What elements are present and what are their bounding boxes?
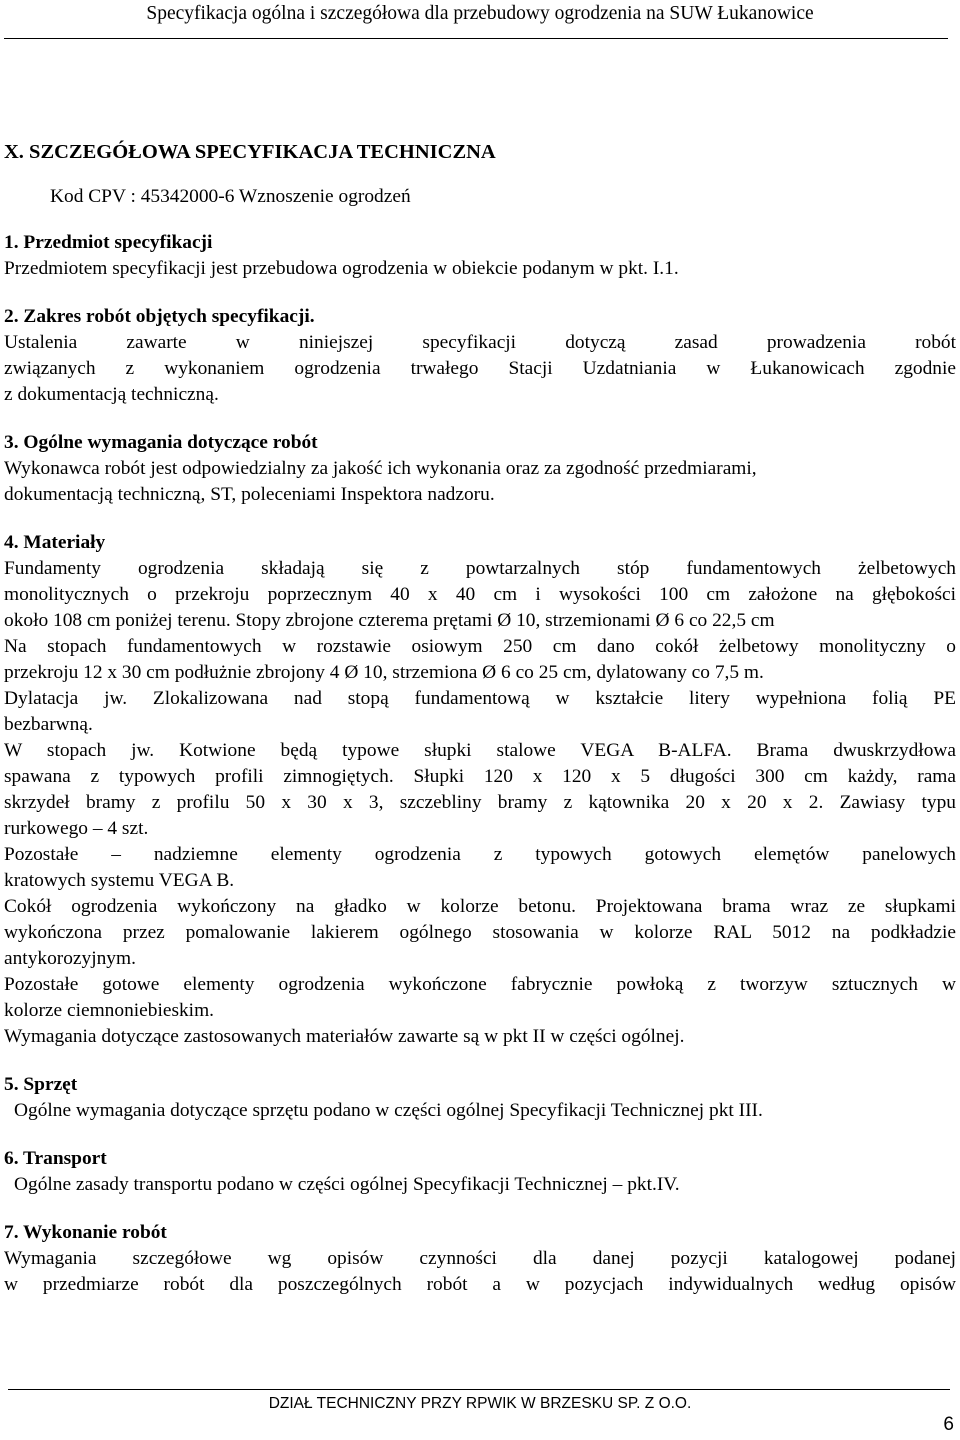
section-4-line: Na stopach fundamentowych w rozstawie osiowym 250 cm dano cokół żelbetowy monolityczny o	[4, 636, 956, 657]
section-4-heading: 4. Materiały	[4, 532, 106, 553]
section-3-line: Wykonawca robót jest odpowiedzialny za jakość ich wykonania oraz za zgodność przedmiarami,	[4, 458, 757, 479]
section-4-line: przekroju 12 x 30 cm podłużnie zbrojony 4 Ø 10, strzemiona Ø 6 co 25 cm, dylatowany co 7,5 m.	[4, 662, 764, 683]
section-4-line: Cokół ogrodzenia wykończony na gładko w kolorze betonu. Projektowana brama wraz ze słupkami	[4, 896, 956, 917]
section-4-line: około 108 cm poniżej terenu. Stopy zbrojone czterema prętami Ø 10, strzemionami Ø 6 co 22,5 cm	[4, 610, 775, 631]
section-4-line: kratowych systemu VEGA B.	[4, 870, 235, 891]
section-1-heading: 1. Przedmiot specyfikacji	[4, 232, 213, 253]
section-4-line: kolorze ciemnoniebieskim.	[4, 1000, 215, 1021]
section-2-line: Ustalenia zawarte w niniejszej specyfikacji dotyczą zasad prowadzenia robót	[4, 332, 956, 353]
section-3	[4, 430, 956, 508]
section-5	[4, 1072, 956, 1124]
section-3-line: dokumentacją techniczną, ST, poleceniami Inspektora nadzoru.	[4, 484, 495, 505]
section-5-text: Ogólne wymagania dotyczące sprzętu podano w części ogólnej Specyfikacji Technicznej pkt III.	[14, 1100, 763, 1121]
section-4-line: Dylatacja jw. Zlokalizowana nad stopą fundamentową w kształcie litery wypełniona folią PE	[4, 688, 956, 709]
section-7-heading: 7. Wykonanie robót	[4, 1222, 167, 1243]
page-footer: DZIAŁ TECHNICZNY PRZY RPWIK W BRZESKU SP. Z O.O.	[268, 1395, 692, 1412]
document-body	[4, 138, 956, 1298]
section-1-text: Przedmiotem specyfikacji jest przebudowa ogrodzenia w obiekcie podanym w pkt. I.1.	[4, 258, 679, 279]
footer-rule	[8, 1389, 950, 1390]
section-5-heading: 5. Sprzęt	[4, 1074, 78, 1095]
section-4-line: Pozostałe gotowe elementy ogrodzenia wykończone fabrycznie powłoką z tworzyw sztucznych w	[4, 974, 956, 995]
section-6-text: Ogólne zasady transportu podano w części ogólnej Specyfikacji Technicznej – pkt.IV.	[14, 1174, 680, 1195]
cpv-code: Kod CPV : 45342000-6 Wznoszenie ogrodzeń	[50, 186, 411, 207]
section-2-line: związanych z wykonaniem ogrodzenia trwałego Stacji Uzdatniania w Łukanowicach zgodnie	[4, 358, 956, 379]
section-2	[4, 304, 956, 408]
section-2-line: z dokumentacją techniczną.	[4, 384, 219, 405]
section-4-line: spawana z typowych profili zimnogiętych. Słupki 120 x 120 x 5 długości 300 cm każdy, rama	[4, 766, 956, 787]
section-4	[4, 530, 956, 1050]
section-7-line: w przedmiarze robót dla poszczególnych robót a w pozycjach indywidualnych według opisów	[4, 1274, 956, 1295]
page-number: 6	[943, 1414, 954, 1435]
section-4-line: Pozostałe – nadziemne elementy ogrodzenia z typowych gotowych elemętów panelowych	[4, 844, 956, 865]
section-1	[4, 230, 956, 282]
section-6-heading: 6. Transport	[4, 1148, 107, 1169]
section-4-line: bezbarwną.	[4, 714, 93, 735]
section-2-heading: 2. Zakres robót objętych specyfikacji.	[4, 306, 315, 327]
header-rule	[4, 38, 948, 39]
section-4-line: rurkowego – 4 szt.	[4, 818, 149, 839]
section-title: X. SZCZEGÓŁOWA SPECYFIKACJA TECHNICZNA	[4, 141, 496, 163]
section-7-line: Wymagania szczegółowe wg opisów czynności dla danej pozycji katalogowej podanej	[4, 1248, 956, 1269]
section-7	[4, 1220, 956, 1298]
section-4-line: Wymagania dotyczące zastosowanych materiałów zawarte są w pkt II w części ogólnej.	[4, 1026, 685, 1047]
section-4-line: W stopach jw. Kotwione będą typowe słupki stalowe VEGA B-ALFA. Brama dwuskrzydłowa	[4, 740, 956, 761]
section-4-line: monolitycznych o przekroju poprzecznym 40 x 40 cm i wysokości 100 cm założone na głębokości	[4, 584, 956, 605]
section-4-line: wykończona przez pomalowanie lakierem ogólnego stosowania w kolorze RAL 5012 na podkładzie	[4, 922, 956, 943]
section-4-line: antykorozyjnym.	[4, 948, 136, 969]
section-6	[4, 1146, 956, 1198]
page-header: Specyfikacja ogólna i szczegółowa dla przebudowy ogrodzenia na SUW Łukanowice	[146, 3, 814, 24]
section-4-line: Fundamenty ogrodzenia składają się z powtarzalnych stóp fundamentowych żelbetowych	[4, 558, 956, 579]
section-3-heading: 3. Ogólne wymagania dotyczące robót	[4, 432, 318, 453]
section-4-line: skrzydeł bramy z profilu 50 x 30 x 3, szczebliny bramy z kątownika 20 x 20 x 2. Zawiasy typu	[4, 792, 956, 813]
